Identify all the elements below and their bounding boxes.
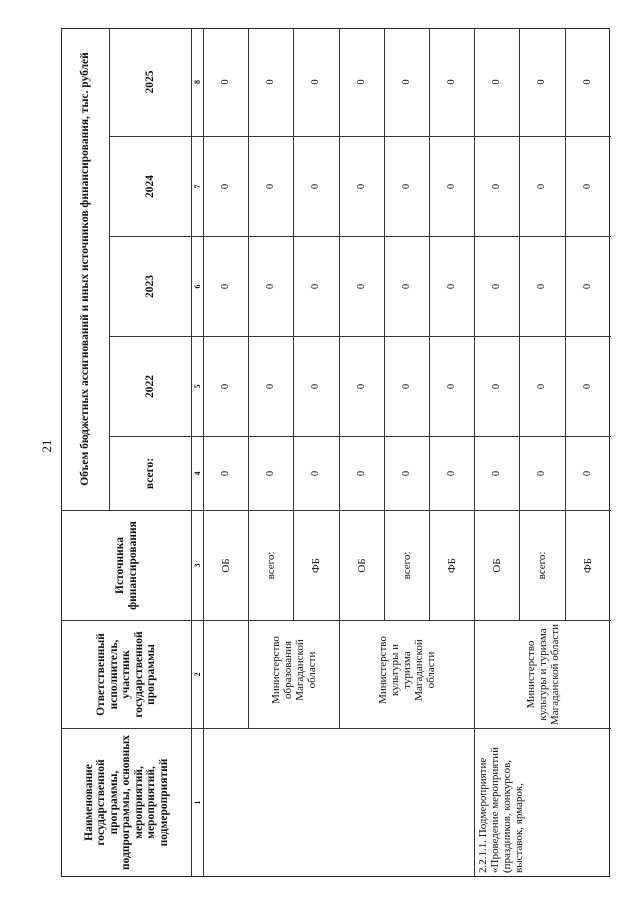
header-source: Источника финансирования [62, 510, 192, 620]
column-number: 8 [192, 28, 204, 136]
row-value: 0 [249, 436, 294, 510]
row-value: 0 [340, 336, 385, 436]
row-value: 0 [475, 136, 520, 236]
row-source: всего: [520, 510, 565, 620]
row-value: 0 [475, 336, 520, 436]
table-container [61, 28, 610, 877]
row-value: 0 [204, 336, 249, 436]
row-source: ОБ [204, 510, 249, 620]
row-value: 0 [385, 436, 430, 510]
row-value: 0 [430, 136, 475, 236]
row-value: 0 [385, 236, 430, 336]
row-value: 0 [520, 136, 565, 236]
row-value: 0 [340, 436, 385, 510]
row-value: 0 [385, 28, 430, 136]
row-value: 0 [294, 436, 339, 510]
page-number: 21 [39, 439, 54, 453]
header-2023: 2023 [110, 236, 192, 336]
column-number: 4 [192, 436, 204, 510]
executor-culture-subevent: Министерство культуры и туризма Магаданской области [475, 620, 611, 728]
row-value: 0 [340, 136, 385, 236]
row-value: 0 [249, 336, 294, 436]
executor-education: Министерство образования Магаданской области [249, 620, 339, 728]
row-value: 0 [340, 236, 385, 336]
column-number: 3 [192, 510, 204, 620]
row-value: 0 [520, 336, 565, 436]
row-value: 0 [294, 28, 339, 136]
column-number: 5 [192, 336, 204, 436]
row-value: 0 [294, 336, 339, 436]
row-value: 0 [582, 79, 594, 85]
row-source: ОБ [340, 510, 385, 620]
row-value: 0 [249, 28, 294, 136]
row-value: 0 [385, 136, 430, 236]
row-value: 0 [204, 136, 249, 236]
row-value: 0 [566, 236, 611, 336]
row-value: 0 [249, 236, 294, 336]
header-2024: 2024 [110, 136, 192, 236]
row-value: 0 [475, 28, 520, 136]
column-number: 6 [192, 236, 204, 336]
executor-culture: Министерство культуры и туризма Магаданской области [340, 620, 476, 728]
row-value: 0 [430, 28, 475, 136]
row-value: 0 [520, 28, 565, 136]
financing-table [61, 28, 610, 877]
row-value: 0 [475, 236, 520, 336]
row-value: 0 [566, 336, 611, 436]
header-volume-group [62, 28, 192, 510]
header-executor: Ответственный исполнитель, участник государственной программы [62, 620, 192, 728]
row-value: 0 [294, 136, 339, 236]
row-value: 0 [520, 236, 565, 336]
header-program-name: Наименование государственной программы, подпрограммы, основных мероприятий, мероприятий, подмероприятий [62, 728, 192, 876]
row-value: 0 [566, 436, 611, 510]
row-value: 0 [566, 136, 611, 236]
row-value: 0 [475, 436, 520, 510]
column-number: 2 [192, 620, 204, 728]
subevent-name: 2.2.1.1. Подмероприятие «Проведение мероприятий (праздников, конкурсов, выставок, ярмарок, [475, 728, 611, 876]
row-value: 0 [430, 236, 475, 336]
row-value: 0 [204, 28, 249, 136]
program-name-cell-empty [204, 728, 475, 876]
header-2025: 2025 [110, 28, 192, 136]
row-source: ФБ [294, 510, 339, 620]
header-total: всего: [110, 436, 192, 510]
row-value: 0 [204, 436, 249, 510]
row-value: 0 [430, 336, 475, 436]
header-2022: 2022 [110, 336, 192, 436]
row-value: 0 [430, 436, 475, 510]
row-source: ОБ [475, 510, 520, 620]
row-value: 0 [340, 28, 385, 136]
row-value: 0 [520, 436, 565, 510]
row-source: ФБ [566, 510, 611, 620]
row-value: 0 [385, 336, 430, 436]
header-volume: Объем бюджетных ассигнований и иных источников финансирования, тыс. рублей [62, 28, 110, 510]
row-value: 0 [249, 136, 294, 236]
executor-cell-empty [204, 620, 249, 728]
row-source: ФБ [430, 510, 475, 620]
row-value: 0 [204, 236, 249, 336]
row-source: всего: [249, 510, 294, 620]
row-value: 0 [294, 236, 339, 336]
row-source: всего: [385, 510, 430, 620]
column-number: 1 [192, 728, 204, 876]
column-number: 7 [192, 136, 204, 236]
